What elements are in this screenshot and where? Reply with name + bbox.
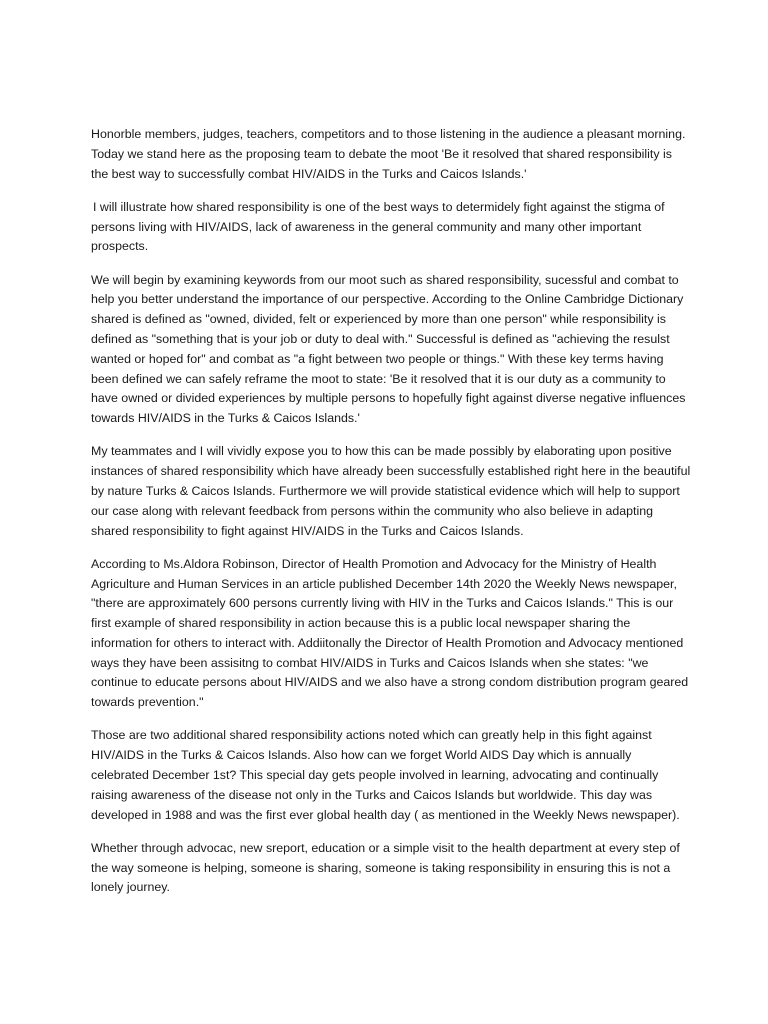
paragraph-opening: Honorble members, judges, teachers, competitors and to those listening in the audience a pleasant morning. Today we stand here as the proposing team to debate the moot 'Be it resolved that shared responsibility is the best way to successfully combat HIV/AIDS in the Turks and Caicos Islands.' xyxy=(91,127,686,181)
paragraph-world-aids-day: Those are two additional shared responsibility actions noted which can greatly help in this fight against HIV/AIDS in the Turks & Caicos Islands. Also how can we forget World AIDS Day which is annually celebrated December 1st? This special day gets people involved in learning, advocating and continually raising awareness of the disease not only in the Turks and Caicos Islands but worldwide. This day was developed in 1988 and was the first ever global health day ( as mentioned in the Weekly News newspaper). xyxy=(91,728,680,822)
paragraph-robinson-quote: According to Ms.Aldora Robinson, Director of Health Promotion and Advocacy for the Ministry of Health Agriculture and Human Services in an article published December 14th 2020 the Weekly News newspaper, "there are approximately 600 persons currently living with HIV in the Turks and Caicos Islands." This is our first example of shared responsibility in action because this is a public local newspaper sharing the information for others to interact with. Addiitonally the Director of Health Promotion and Advocacy mentioned ways they have been assisitng to combat HIV/AIDS in Turks and Caicos Islands when she states: "we continue to educate persons about HIV/AIDS and we also have a strong condom distribution program geared towards prevention." xyxy=(91,556,689,710)
paragraph-closing: Whether through advocac, new sreport, education or a simple visit to the health department at every step of the way someone is helping, someone is sharing, someone is taking responsibility in ensuring this is not a lonely journey. xyxy=(91,840,680,895)
document-body xyxy=(91,125,691,912)
paragraph-teammates: My teammates and I will vividly expose you to how this can be made possibly by elaborating upon positive instances of shared responsibility which have already been successfully established right here in the beautiful by nature Turks & Caicos Islands. Furthermore we will provide statistical evidence which will help to support our case along with relevant feedback from persons within the community who also believe in adapting shared responsibility to fight against HIV/AIDS in the Turks and Caicos Islands. xyxy=(91,444,691,538)
paragraph-illustration: I will illustrate how shared responsibility is one of the best ways to determidely fight against the stigma of persons living with HIV/AIDS, lack of awareness in the general community and many other important prospects. xyxy=(91,199,665,254)
paragraph-keywords: We will begin by examining keywords from our moot such as shared responsibility, sucessful and combat to help you better understand the importance of our perspective. According to the Online Cambridge Dictionary shared is defined as "owned, divided, felt or experienced by more than one person" while responsibility is defined as "something that is your job or duty to deal with." Successful is defined as "achieving the resulst wanted or hoped for" and combat as "a fight between two people or things." With these key terms having been defined we can safely reframe the moot to state: 'Be it resolved that it is our duty as a community to have owned or divided experiences by multiple persons to hopefully fight against diverse negative influences towards HIV/AIDS in the Turks & Caicos Islands.' xyxy=(91,272,686,426)
